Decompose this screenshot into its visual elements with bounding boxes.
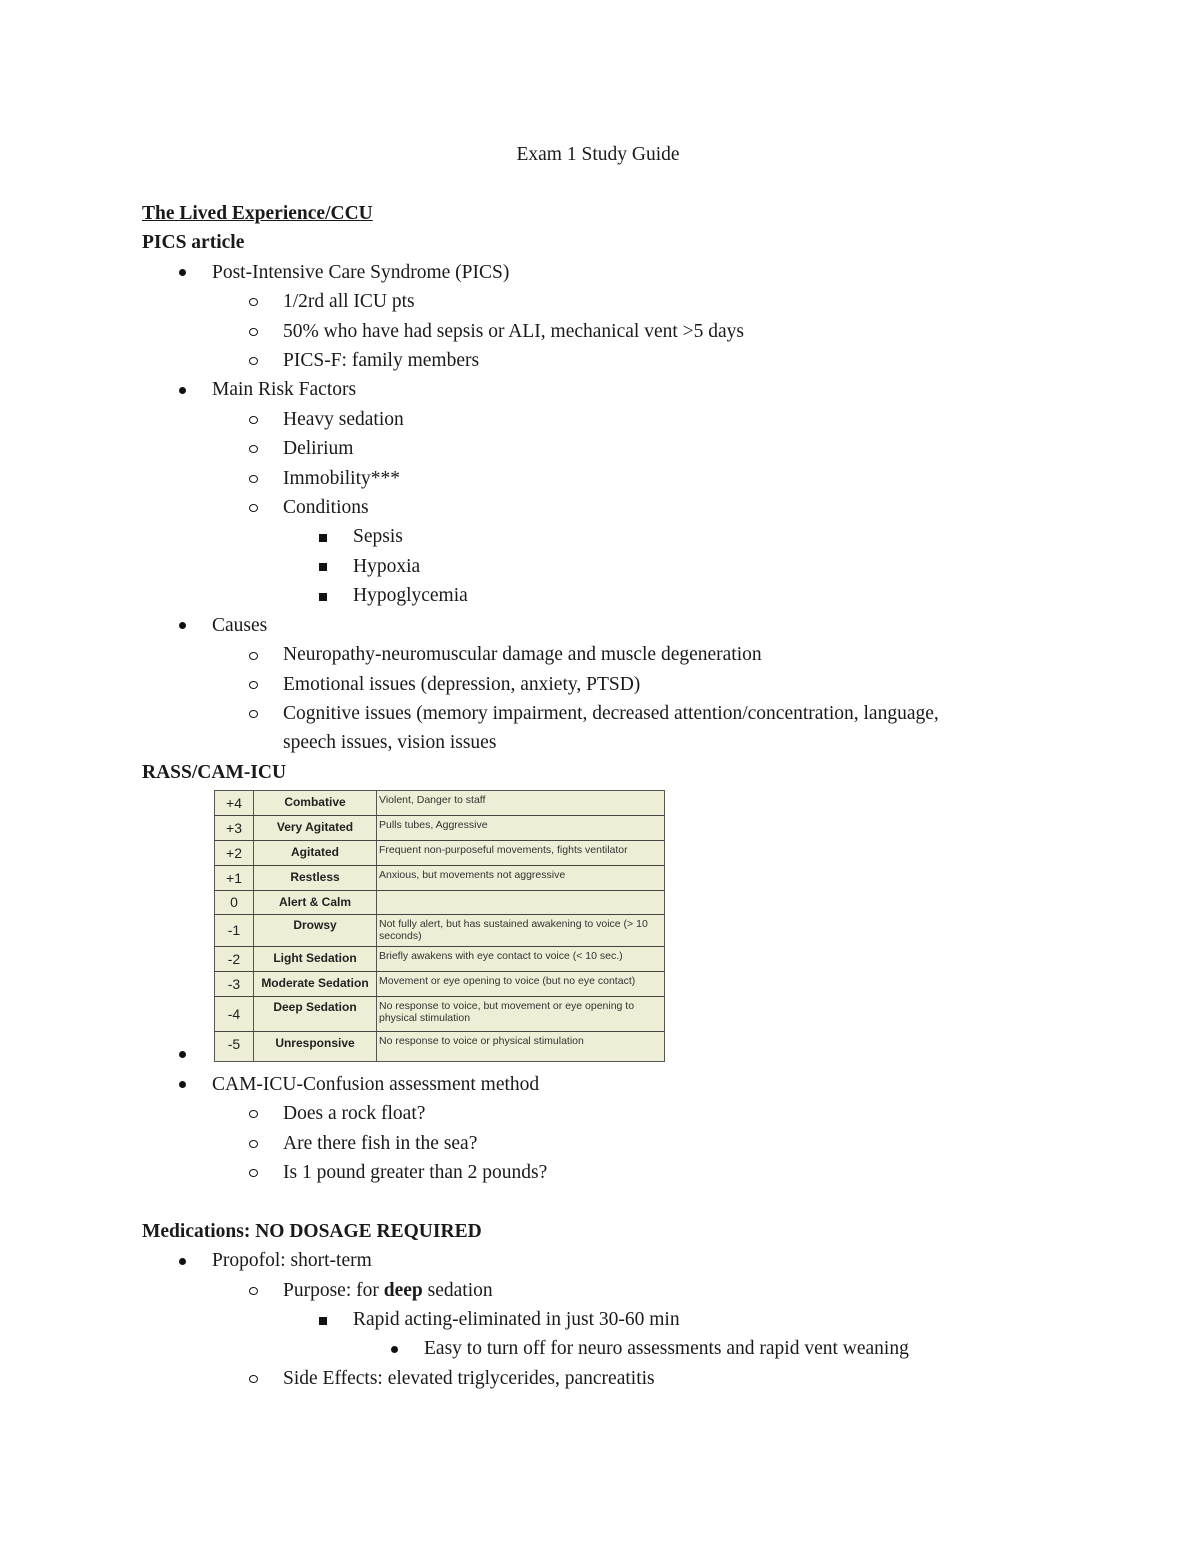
subheading-rass-cam-icu: RASS/CAM-ICU: [142, 762, 287, 783]
rass-score: +3: [226, 819, 242, 836]
rass-description: Briefly awakens with eye contact to voice (< 10 sec.): [379, 950, 623, 962]
rass-score: 0: [230, 894, 238, 910]
list-item: Causes: [212, 615, 268, 636]
list-item: Immobility***: [283, 468, 400, 489]
bullet-circle: [249, 504, 258, 512]
rass-score: +4: [226, 794, 242, 811]
rass-row: [215, 841, 664, 866]
text-run: Purpose: for: [283, 1280, 384, 1301]
rass-score: -2: [227, 950, 241, 967]
rass-description: No response to voice or physical stimulation: [379, 1035, 584, 1047]
list-item: Emotional issues (depression, anxiety, PTSD): [283, 674, 641, 695]
rass-score: +1: [226, 869, 242, 886]
rass-term: Unresponsive: [275, 1036, 355, 1050]
bullet-circle: [249, 298, 258, 306]
rass-description: Frequent non-purposeful movements, fights ventilator: [379, 844, 628, 856]
bullet-disc: [179, 622, 186, 629]
list-item: Propofol: short-term: [212, 1250, 372, 1271]
medications-label: Medications:: [142, 1221, 251, 1242]
list-item: Does a rock float?: [283, 1103, 426, 1124]
bullet-circle: [249, 1140, 258, 1148]
text-run: sedation: [422, 1280, 493, 1301]
bullet-circle: [249, 681, 258, 689]
list-item: Delirium: [283, 438, 354, 459]
list-item: Side Effects: elevated triglycerides, pancreatitis: [283, 1368, 655, 1389]
rass-term: Agitated: [291, 845, 339, 859]
rass-term: Deep Sedation: [273, 1000, 357, 1014]
section-heading-lived-experience: The Lived Experience/CCU: [142, 203, 373, 224]
rass-description: No response to voice, but movement or eye opening to physical stimulation: [379, 1000, 635, 1024]
rass-table-image: [214, 790, 665, 1062]
bullet-circle: [249, 475, 258, 483]
list-item: Hypoglycemia: [353, 585, 468, 606]
list-item: Rapid acting-eliminated in just 30-60 min: [353, 1309, 680, 1330]
bullet-circle: [249, 1375, 258, 1383]
rass-score: -1: [227, 922, 241, 938]
bullet-disc: [179, 387, 186, 394]
rass-row: [215, 791, 664, 816]
subheading-medications: [142, 1220, 482, 1244]
rass-row: [215, 1032, 664, 1056]
bullet-circle: [249, 652, 258, 660]
rass-row: [215, 866, 664, 891]
rass-row: [215, 915, 664, 947]
rass-term: Light Sedation: [273, 951, 357, 965]
subheading-pics-article: PICS article: [142, 232, 245, 253]
bullet-circle: [249, 445, 258, 453]
list-item: Sepsis: [353, 526, 403, 547]
bullet-circle: [249, 710, 258, 718]
rass-score: -4: [227, 1005, 241, 1022]
bullet-circle: [249, 357, 258, 365]
rass-row: [215, 997, 664, 1032]
list-item: Easy to turn off for neuro assessments and rapid vent weaning: [424, 1338, 909, 1359]
rass-row: [215, 816, 664, 841]
list-item: Hypoxia: [353, 556, 421, 577]
rass-description: Pulls tubes, Aggressive: [379, 819, 488, 831]
bullet-disc: [179, 269, 186, 276]
bullet-circle: [249, 328, 258, 336]
bullet-square: [319, 1317, 327, 1325]
rass-term: Drowsy: [293, 918, 337, 932]
rass-description: Movement or eye opening to voice (but no eye contact): [379, 975, 636, 987]
bullet-circle: [249, 1287, 258, 1295]
list-item: Post-Intensive Care Syndrome (PICS): [212, 262, 510, 283]
list-item: Heavy sedation: [283, 409, 404, 430]
text-run-bold: deep: [383, 1280, 423, 1301]
rass-score: +2: [226, 844, 242, 861]
bullet-disc: [179, 1258, 186, 1265]
bullet-square: [319, 593, 327, 601]
bullet-circle: [249, 1169, 258, 1177]
list-item: Is 1 pound greater than 2 pounds?: [283, 1162, 548, 1183]
bullet-circle: [249, 416, 258, 424]
bullet-disc: [179, 1081, 186, 1088]
list-item: Cognitive issues (memory impairment, decreased attention/concentration, language,: [283, 703, 939, 724]
rass-term: Very Agitated: [276, 820, 354, 834]
rass-row: [215, 972, 664, 997]
bullet-square: [319, 563, 327, 571]
document-title: Exam 1 Study Guide: [516, 144, 680, 165]
rass-term: Restless: [290, 870, 340, 884]
list-item: 50% who have had sepsis or ALI, mechanical vent >5 days: [283, 321, 745, 342]
list-item: [283, 1279, 493, 1303]
bullet-square: [319, 534, 327, 542]
rass-description: Violent, Danger to staff: [379, 794, 486, 806]
rass-description: Not fully alert, but has sustained awakening to voice (> 10 seconds): [379, 918, 648, 942]
rass-term: Combative: [284, 795, 346, 809]
list-item: 1/2rd all ICU pts: [283, 291, 415, 312]
rass-term: Alert & Calm: [278, 895, 352, 909]
list-item: CAM-ICU-Confusion assessment method: [212, 1074, 540, 1095]
list-item: Neuropathy-neuromuscular damage and muscle degeneration: [283, 644, 762, 665]
list-item: Conditions: [283, 497, 369, 518]
medications-note: NO DOSAGE REQUIRED: [250, 1221, 482, 1242]
rass-score: -3: [227, 975, 241, 992]
rass-score: -5: [227, 1035, 241, 1052]
rass-row: [215, 947, 664, 972]
rass-row: [215, 891, 664, 915]
rass-term: Moderate Sedation: [261, 976, 369, 990]
bullet-disc: [391, 1346, 398, 1353]
bullet-circle: [249, 1110, 258, 1118]
rass-description: Anxious, but movements not aggressive: [379, 869, 566, 881]
list-item-continuation: speech issues, vision issues: [283, 732, 497, 753]
list-item: Main Risk Factors: [212, 379, 357, 400]
bullet-disc: [179, 1051, 186, 1058]
list-item: PICS-F: family members: [283, 350, 480, 371]
list-item: Are there fish in the sea?: [283, 1133, 478, 1154]
